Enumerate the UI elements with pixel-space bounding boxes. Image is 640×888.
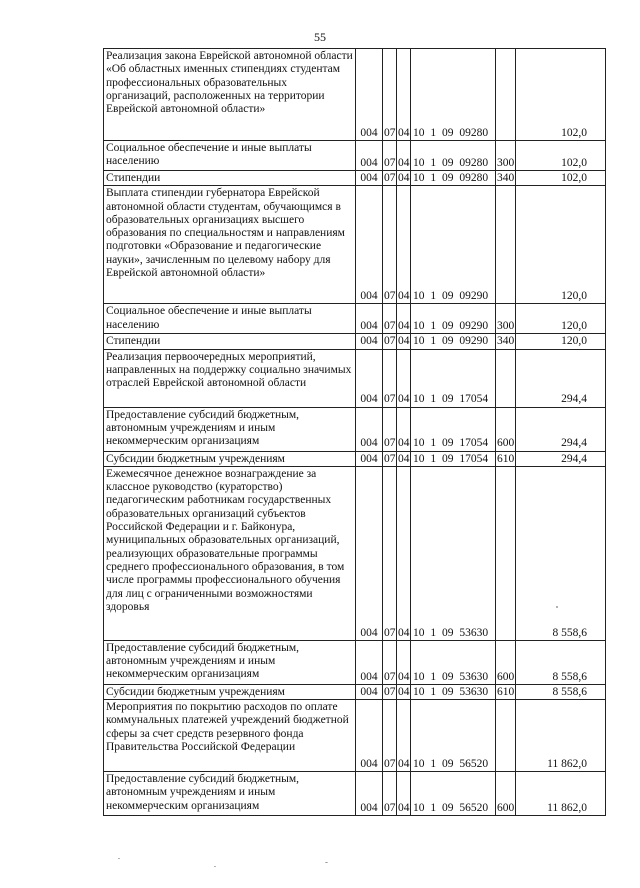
row-section-code: 07 (384, 452, 396, 465)
row-ved-code: 004 (356, 700, 383, 772)
table-row (104, 186, 606, 304)
row-expense-type: 300 (496, 304, 516, 334)
row-ved-code: 004 (356, 171, 383, 186)
row-target-article: 10 1 09 09290 (411, 304, 496, 334)
row-section-code: 07 (383, 349, 397, 407)
row-subsection-code: 04 (398, 172, 410, 184)
row-expense-type (496, 466, 516, 640)
row-expense-type: 600 (496, 772, 516, 816)
table-row (104, 349, 606, 407)
row-subsection-code: 04 (398, 335, 410, 348)
row-subsection-code: 04 (397, 141, 411, 171)
row-expense-type: 610 (497, 685, 515, 698)
row-section-code: 07 (383, 407, 397, 451)
table-row (104, 304, 606, 334)
table-row (104, 466, 606, 640)
row-name: Субсидии бюджетным учреждениям (104, 684, 356, 699)
row-expense-type: 300 (496, 141, 516, 171)
row-section-code: 07 (383, 466, 397, 640)
budget-table-body (104, 49, 606, 816)
row-name: Социальное обеспечение и иные выплаты населению (104, 141, 356, 171)
row-ved-code: 004 (356, 349, 383, 407)
row-amount: 102,0 (516, 49, 606, 141)
row-name: Мероприятия по покрытию расходов по оплате коммунальных платежей учреждений бюджетной сферы за счет средств резервного фонда Правительства Российской Федерации (104, 700, 356, 772)
row-target-article: 10 1 09 09290 (411, 186, 496, 304)
row-target-article: 10 1 09 17054 (411, 349, 496, 407)
scan-speck (556, 606, 558, 608)
row-expense-type (496, 349, 516, 407)
row-subsection-code: 04 (397, 186, 411, 304)
row-section-code: 07 (383, 186, 397, 304)
table-row (104, 334, 606, 349)
row-amount: 102,0 (516, 141, 606, 171)
row-amount: 8 558,6 (516, 466, 606, 640)
row-ved-code: 004 (356, 334, 383, 349)
row-subsection-code: 04 (397, 640, 411, 684)
row-amount: 11 862,0 (516, 700, 606, 772)
row-subsection-code: 04 (397, 700, 411, 772)
table-row (104, 640, 606, 684)
row-amount: 120,0 (516, 334, 606, 349)
row-target-article: 10 1 09 17054 (411, 451, 496, 466)
table-row (104, 141, 606, 171)
row-ved-code: 004 (356, 466, 383, 640)
scan-speck (118, 858, 120, 859)
row-subsection-code: 04 (397, 466, 411, 640)
row-amount: 8 558,6 (516, 640, 606, 684)
row-ved-code: 004 (356, 684, 383, 699)
table-row (104, 684, 606, 699)
scan-speck (214, 866, 216, 867)
row-name: Социальное обеспечение и иные выплаты населению (104, 304, 356, 334)
row-ved-code: 004 (356, 49, 383, 141)
row-subsection-code: 04 (398, 452, 410, 465)
row-name: Субсидии бюджетным учреждениям (104, 451, 356, 466)
row-ved-code: 004 (356, 407, 383, 451)
row-subsection-code: 04 (397, 349, 411, 407)
budget-table (103, 48, 606, 816)
row-expense-type (496, 49, 516, 141)
row-subsection-code: 04 (397, 304, 411, 334)
row-subsection-code: 04 (398, 685, 410, 698)
row-expense-type (496, 700, 516, 772)
row-target-article: 10 1 09 53630 (411, 466, 496, 640)
table-row (104, 171, 606, 186)
row-expense-type: 340 (497, 172, 515, 184)
row-ved-code: 004 (356, 186, 383, 304)
row-ved-code: 004 (356, 304, 383, 334)
row-section-code: 07 (383, 640, 397, 684)
row-section-code: 07 (383, 700, 397, 772)
row-section-code: 07 (384, 172, 396, 184)
row-subsection-code: 04 (397, 49, 411, 141)
row-target-article: 10 1 09 09280 (411, 171, 496, 186)
table-row (104, 451, 606, 466)
row-section-code: 07 (383, 141, 397, 171)
row-section-code: 07 (383, 772, 397, 816)
row-ved-code: 004 (356, 141, 383, 171)
row-name: Стипендии (104, 171, 356, 186)
row-target-article: 10 1 09 56520 (411, 772, 496, 816)
row-subsection-code: 04 (397, 407, 411, 451)
row-name: Стипендии (104, 334, 356, 349)
scan-speck (325, 862, 328, 863)
row-name: Предоставление субсидий бюджетным, автономным учреждениям и иным некоммерческим организациям (104, 640, 356, 684)
row-target-article: 10 1 09 53630 (411, 684, 496, 699)
row-name: Предоставление субсидий бюджетным, автономным учреждениям и иным некоммерческим организациям (104, 772, 356, 816)
row-name: Реализация первоочередных мероприятий, направленных на поддержку социально значимых отраслей Еврейской автономной области (104, 349, 356, 407)
row-amount: 102,0 (516, 171, 606, 186)
row-amount: 294,4 (516, 349, 606, 407)
row-expense-type: 340 (497, 335, 515, 348)
row-expense-type: 600 (496, 640, 516, 684)
row-target-article: 10 1 09 56520 (411, 700, 496, 772)
row-target-article: 10 1 09 17054 (411, 407, 496, 451)
row-amount: 11 862,0 (516, 772, 606, 816)
row-section-code: 07 (384, 335, 396, 348)
table-row (104, 700, 606, 772)
row-name: Предоставление субсидий бюджетным, автономным учреждениям и иным некоммерческим организациям (104, 407, 356, 451)
row-target-article: 10 1 09 09290 (411, 334, 496, 349)
row-ved-code: 004 (356, 640, 383, 684)
table-row (104, 49, 606, 141)
page-number: 55 (314, 30, 326, 44)
row-name: Реализация закона Еврейской автономной области «Об областных именных стипендиях студентам профессиональных образовательных организаций, расположенных на территории Еврейской автономной области» (104, 49, 356, 141)
row-expense-type (496, 186, 516, 304)
row-target-article: 10 1 09 53630 (411, 640, 496, 684)
row-amount: 294,4 (516, 407, 606, 451)
row-target-article: 10 1 09 09280 (411, 49, 496, 141)
row-amount: 120,0 (516, 304, 606, 334)
row-section-code: 07 (383, 304, 397, 334)
row-target-article: 10 1 09 09280 (411, 141, 496, 171)
row-ved-code: 004 (356, 772, 383, 816)
row-expense-type: 610 (497, 452, 515, 465)
row-name: Выплата стипендии губернатора Еврейской автономной области студентам, обучающимся в образовательных организациях высшего образования по специальностям и направлениям подготовки «Образование и педагогические науки», зачисленным по целевому набору для Еврейской автономной области» (104, 186, 356, 304)
row-name: Ежемесячное денежное вознаграждение за классное руководство (кураторство) педагогическим работникам государственных образовательных организаций субъектов Российской Федерации и г. Байконура, муниципальных образовательных организаций, реализующих образовательные программы среднего профессионального образования, в том числе программы профессионального обучения для лиц с ограниченными возможностями здоровья (104, 466, 356, 640)
table-row (104, 772, 606, 816)
row-amount: 294,4 (516, 451, 606, 466)
row-amount: 120,0 (516, 186, 606, 304)
table-row (104, 407, 606, 451)
row-subsection-code: 04 (397, 772, 411, 816)
row-ved-code: 004 (356, 451, 383, 466)
row-expense-type: 600 (496, 407, 516, 451)
row-section-code: 07 (383, 49, 397, 141)
row-section-code: 07 (384, 685, 396, 698)
row-amount: 8 558,6 (516, 684, 606, 699)
